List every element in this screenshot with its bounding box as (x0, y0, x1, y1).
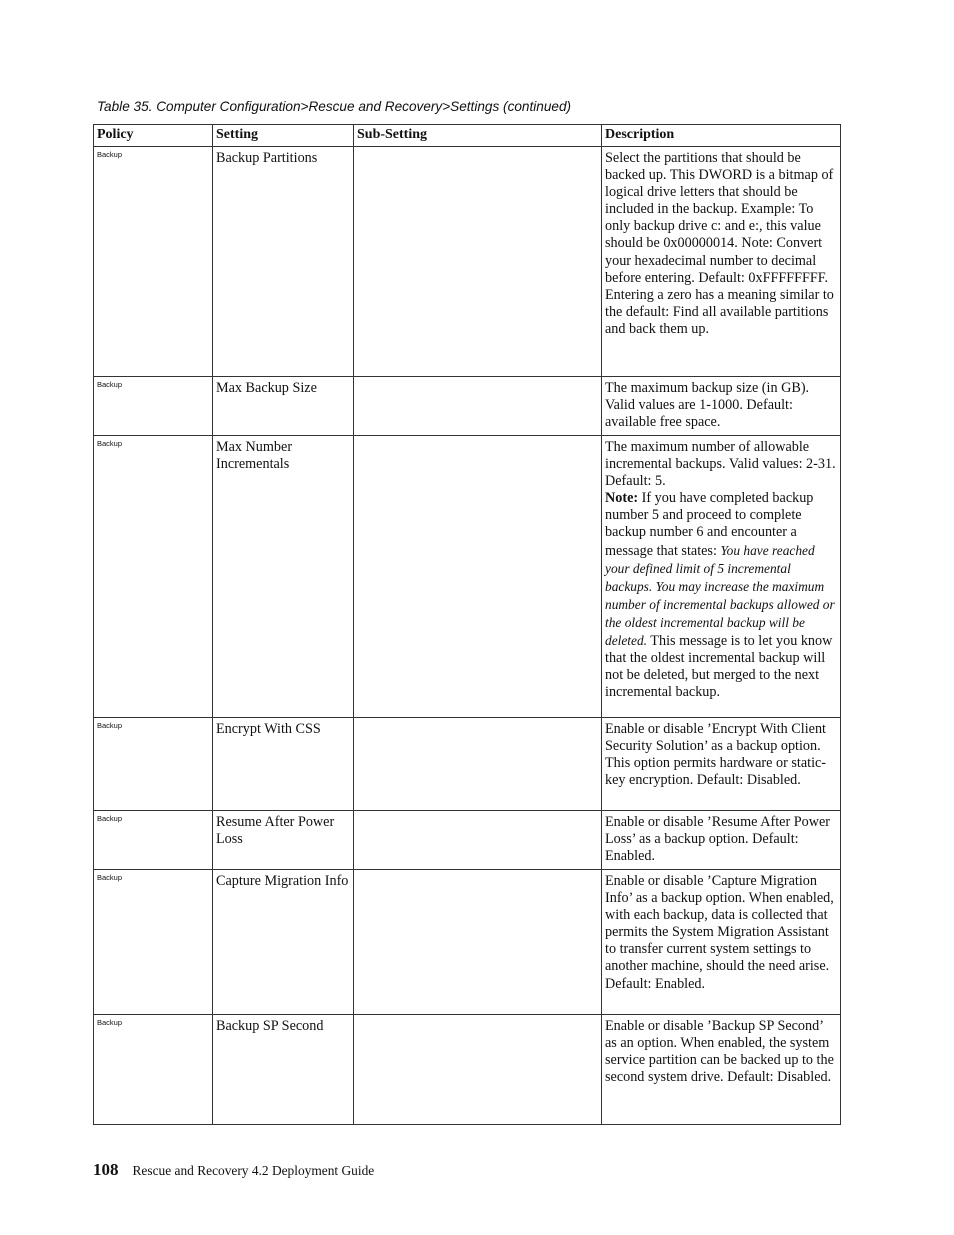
description-cell: Enable or disable ’Capture Migration Info’ as a backup option. When enabled, with each backup, data is collected that permits the System Migration Assistant to transfer current system settings to another machine, should the need arise. Default: Enabled. (602, 870, 841, 1015)
table-header-row (94, 125, 841, 147)
header-sub-setting: Sub-Setting (354, 125, 602, 147)
setting-cell: Backup Partitions (213, 147, 354, 377)
page-footer (93, 1160, 374, 1180)
setting-cell: Capture Migration Info (213, 870, 354, 1015)
settings-table (93, 124, 841, 1125)
sub-setting-cell (354, 870, 602, 1015)
policy-cell: Backup (94, 1015, 213, 1125)
note-italic-message: You have reached your defined limit of 5 incremental backups. You may increase the maximum number of incremental backups allowed or the oldest incremental backup will be deleted. (605, 542, 835, 649)
setting-cell: Max Backup Size (213, 377, 354, 436)
description-cell: Enable or disable ’Resume After Power Loss’ as a backup option. Default: Enabled. (602, 811, 841, 870)
policy-cell: Backup (94, 870, 213, 1015)
header-policy: Policy (94, 125, 213, 147)
page-number: 108 (93, 1160, 119, 1179)
description-cell: Select the partitions that should be backed up. This DWORD is a bitmap of logical drive letters that should be included in the backup. Example: To only backup drive c: and e:, this value should be 0x00000014. Note: Convert your hexadecimal number to decimal before entering. Default: 0xFFFFFFFF. Entering a zero has a meaning similar to the default: Find all available partitions and back them up. (602, 147, 841, 377)
table-caption: Table 35. Computer Configuration>Rescue and Recovery>Settings (continued) (97, 99, 572, 114)
document-title: Rescue and Recovery 4.2 Deployment Guide (132, 1163, 375, 1178)
note-text: If you have completed backup number 5 and proceed to complete backup number 6 and encounter a message that states: (605, 490, 814, 559)
description-text: The maximum number of allowable incremental backups. Valid values: 2-31. Default: 5. (605, 439, 836, 490)
table-row (94, 1015, 841, 1125)
description-cell: The maximum backup size (in GB). Valid values are 1-1000. Default: available free space. (602, 377, 841, 436)
table-row (94, 870, 841, 1015)
setting-cell: Max Number Incrementals (213, 436, 354, 718)
policy-cell: Backup (94, 436, 213, 718)
description-cell (602, 436, 841, 718)
policy-cell: Backup (94, 718, 213, 811)
policy-cell: Backup (94, 147, 213, 377)
setting-cell: Resume After Power Loss (213, 811, 354, 870)
description-cell: Enable or disable ’Encrypt With Client Security Solution’ as a backup option. This option permits hardware or static-key encryption. Default: Disabled. (602, 718, 841, 811)
sub-setting-cell (354, 718, 602, 811)
table-row (94, 147, 841, 377)
setting-cell: Encrypt With CSS (213, 718, 354, 811)
description-cell: Enable or disable ’Backup SP Second’ as an option. When enabled, the system service partition can be backed up to the second system drive. Default: Disabled. (602, 1015, 841, 1125)
header-description: Description (602, 125, 841, 147)
setting-cell: Backup SP Second (213, 1015, 354, 1125)
table-row (94, 811, 841, 870)
sub-setting-cell (354, 377, 602, 436)
policy-cell: Backup (94, 811, 213, 870)
policy-cell: Backup (94, 377, 213, 436)
note-after-text: This message is to let you know that the oldest incremental backup will not be deleted, but merged to the next incremental backup. (605, 633, 833, 701)
sub-setting-cell (354, 811, 602, 870)
sub-setting-cell (354, 147, 602, 377)
table-row (94, 718, 841, 811)
sub-setting-cell (354, 1015, 602, 1125)
sub-setting-cell (354, 436, 602, 718)
table-row (94, 436, 841, 718)
note-label: Note: (605, 490, 639, 507)
table-row (94, 377, 841, 436)
header-setting: Setting (213, 125, 354, 147)
